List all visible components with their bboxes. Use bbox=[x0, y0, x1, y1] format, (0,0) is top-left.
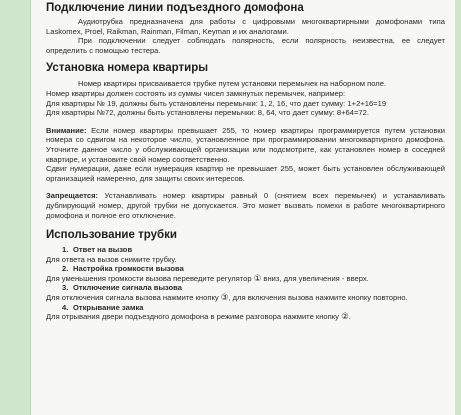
intro-paragraph-2: При подключении следует соблюдать полярность, если полярность неизвестна, ее следует определить с помощью тестера. bbox=[46, 36, 445, 55]
step-title: Открывание замка bbox=[73, 302, 144, 312]
apartment-p2: Номер квартиры должен состоять из суммы чисел замкнутых перемычек, например: bbox=[46, 88, 346, 98]
attention-paragraph bbox=[46, 126, 445, 164]
apartment-heading: Установка номера квартиры bbox=[46, 62, 209, 75]
list-item bbox=[46, 245, 445, 264]
step-number: 4. bbox=[62, 302, 69, 312]
forbidden-label: Запрещается: bbox=[46, 191, 99, 201]
page-title: Подключение линии подъездного домофона bbox=[46, 2, 304, 14]
step-title: Отключение сигнала вызова bbox=[73, 283, 182, 293]
door-open-button-icon: ② bbox=[341, 311, 349, 322]
step-description: Для ответа на вызов снимите трубку. bbox=[46, 254, 177, 264]
usage-steps-list bbox=[46, 245, 445, 322]
volume-regulator-icon: ① bbox=[253, 272, 262, 283]
intro-paragraph-1: Аудиотрубка предназначена для работы с цифровыми многоквартирными домофонами типа Laskomex, Proel, Raikman, Rainman, Filman, Keyman и их аналогами. bbox=[46, 17, 445, 36]
mute-button-icon: ③ bbox=[220, 292, 229, 303]
apartment-example-72: Для квартиры №72, должны быть установлены перемычки: 8, 64, что дает сумму: 8+64=72. bbox=[46, 108, 369, 118]
right-margin-strip bbox=[455, 0, 461, 415]
list-item bbox=[46, 283, 445, 302]
apartment-p1: Номер квартиры присваивается трубке путем установки перемычек на наборном поле. bbox=[78, 79, 387, 89]
list-item bbox=[46, 264, 445, 283]
attention-text: Если номер квартиры превышает 255, то номер квартиры программируется путем установки номера со сдвигом на некоторое число, установленное при программировании многоквартирного домофона. Уточните данное число у обслуживающей организации или подсмотрите, как установлен номер в соседней квартире, и установите свой номер соответственно. bbox=[46, 125, 445, 164]
step-description: Для отключения сигнала вызова нажмите кнопку ③, для включения вызова нажмите кнопку повторно. bbox=[46, 292, 408, 303]
left-margin-edge bbox=[30, 0, 31, 415]
forbidden-paragraph bbox=[46, 191, 445, 220]
step-number: 2. bbox=[62, 264, 69, 274]
step-description: Для уменьшения громкости вызова переведите регулятор ① вниз, для увеличения - вверх. bbox=[46, 272, 369, 283]
step-number: 3. bbox=[62, 283, 69, 293]
attention-label: Внимание: bbox=[46, 125, 87, 135]
step-title: Ответ на вызов bbox=[73, 245, 133, 255]
shift-paragraph: Сдвиг нумерации, даже если нумерация квартир не превышает 255, может быть установлен обслуживающей организацией намеренно, для защиты своих интересов. bbox=[46, 164, 445, 183]
step-number: 1. bbox=[62, 245, 69, 255]
apartment-example-19: Для квартиры № 19, должны быть установлены перемычки: 1, 2, 16, что дает сумму: 1+2+16=19 bbox=[46, 98, 387, 108]
list-item bbox=[46, 303, 445, 322]
forbidden-text: Устанавливать номер квартиры равный 0 (снятием всех перемычек) и устанавливать дублирующий номер, другой трубки не допускается. Это может вызвать помехи в работе многоквартирного домофона и полное его отключение. bbox=[46, 191, 445, 220]
usage-heading: Использование трубки bbox=[46, 229, 177, 242]
left-margin-bar bbox=[0, 0, 30, 415]
step-title: Настройка громкости вызова bbox=[73, 264, 184, 274]
step-description: Для отрывания двери подъездного домофона в режиме разговора нажмите кнопку ②. bbox=[46, 311, 351, 322]
